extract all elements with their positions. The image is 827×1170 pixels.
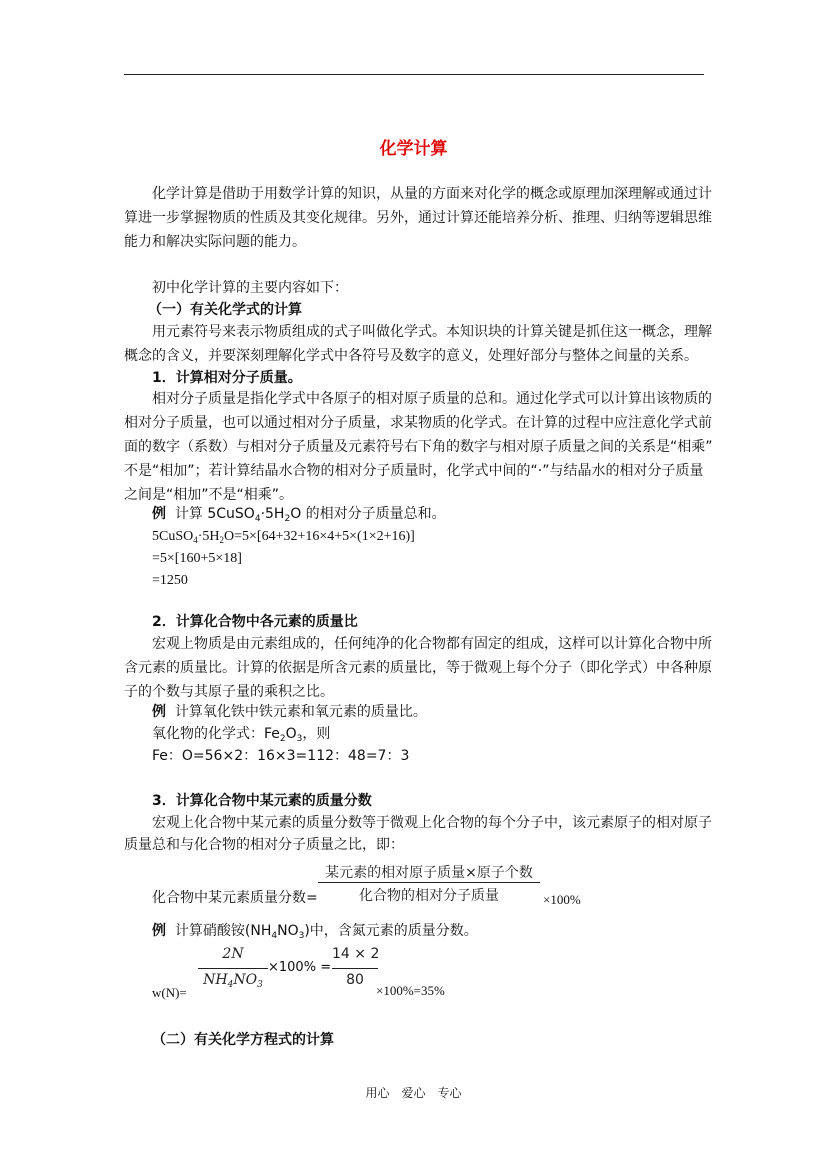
- nitrogen-fraction-denominator: $NH_4NO_3$: [203, 972, 263, 990]
- nitrogen-fraction: [198, 944, 268, 996]
- numeric-fraction: [332, 944, 378, 996]
- mass-fraction-fraction: [318, 860, 540, 906]
- sub1-para-line-5: 之间是“相加”不是“相乘”。: [124, 487, 294, 503]
- sub2-formula: 氧化物的化学式：$Fe_2O_3$，则: [152, 726, 331, 744]
- sub1-para-line-4: 不是“相加”；若计算结晶水合物的相对分子质量时，化学式中间的“·”与结晶水的相对分子质量: [124, 463, 704, 479]
- sub3-para-line-1: 宏观上化合物中某元素的质量分数等于微观上化合物的每个分子中，该元素原子的相对原子: [152, 815, 712, 831]
- sub3-example: 例 计算硝酸铵$(NH_4NO_3)$中，含氮元素的质量分数。: [152, 923, 478, 941]
- sub1-calc-2: =5×[160+5×18]: [152, 551, 242, 566]
- intro-line-1: 化学计算是借助于用数学计算的知识，从量的方面来对化学的概念或原理加深理解或通过计: [152, 186, 712, 202]
- sub1-para-line-2: 相对分子质量，也可以通过相对分子质量，求某物质的化学式。在计算的过程中应注意化学式前: [124, 415, 712, 431]
- section1-heading: （一）有关化学式的计算: [148, 302, 302, 318]
- sub2-para-line-2: 含元素的质量比。计算的依据是所含元素的质量比，等于微观上每个分子（即化学式）中各种原: [124, 660, 712, 676]
- sub1-example: 例 计算 $5CuSO_4\cdot 5H_2O$ 的相对分子质量总和。: [152, 506, 446, 524]
- example-label: 例: [152, 506, 166, 522]
- sub3-para-line-2: 质量总和与化合物的相对分子质量之比，即：: [124, 837, 404, 853]
- sub2-heading: 2．计算化合物中各元素的质量比: [152, 614, 358, 630]
- header-rule: [124, 74, 704, 75]
- intro-line-3: 能力和解决实际问题的能力。: [124, 234, 306, 250]
- fraction-numerator: 某元素的相对原子质量×原子个数: [325, 865, 533, 881]
- sub2-example: 例 计算氧化铁中铁元素和氧元素的质量比。: [152, 704, 427, 720]
- sub1-para-line-1: 相对分子质量是指化学式中各原子的相对原子质量的总和。通过化学式可以计算出该物质的: [152, 391, 712, 407]
- sub1-calc-3: =1250: [152, 573, 188, 588]
- mass-fraction-formula-label: 化合物中某元素质量分数=: [152, 890, 318, 906]
- example-label: 例: [152, 923, 166, 939]
- sub2-para-line-3: 子的个数与其原子量的乘积之比。: [124, 684, 334, 700]
- sub1-heading: 1．计算相对分子质量。: [152, 370, 302, 386]
- sub2-para-line-1: 宏观上物质是由元素组成的，任何纯净的化合物都有固定的组成，这样可以计算化合物中所: [152, 636, 712, 652]
- section1-para-line-1: 用元素符号来表示物质组成的式子叫做化学式。本知识块的计算关键是抓住这一概念，理解: [152, 324, 712, 340]
- nitrogen-fraction-numerator: 2N: [222, 946, 244, 962]
- section2-heading: （二）有关化学方程式的计算: [152, 1032, 334, 1048]
- numeric-fraction-denominator: 80: [346, 972, 364, 988]
- fraction-bar: [318, 882, 540, 883]
- main-content-intro: 初中化学计算的主要内容如下：: [152, 280, 348, 296]
- w-label: w(N)=: [152, 985, 187, 1000]
- sub3-heading: 3．计算化合物中某元素的质量分数: [152, 793, 372, 809]
- nitrogen-result: ×100%=35%: [376, 983, 445, 998]
- fraction-bar: [332, 968, 378, 969]
- mass-fraction-suffix: ×100%: [543, 892, 581, 907]
- page-title: 化学计算: [379, 139, 448, 159]
- numeric-fraction-numerator: 14 × 2: [332, 946, 380, 962]
- fraction-denominator: 化合物的相对分子质量: [359, 888, 499, 904]
- page-footer: 用心 爱心 专心: [365, 1086, 462, 1100]
- percent-equals: ×100% =: [268, 960, 332, 975]
- sub1-calc-1: $5CuSO_4\cdot 5H_2O=5\times[64+32+16\times 4+5\times(1\times 2+16)]$: [152, 529, 415, 545]
- fraction-bar: [198, 968, 268, 969]
- intro-line-2: 算进一步掌握物质的性质及其变化规律。另外，通过计算还能培养分析、推理、归纳等逻辑思维: [124, 210, 712, 226]
- sub2-ratio: Fe：O=56×2：16×3=112：48=7：3: [152, 748, 410, 764]
- section1-para-line-2: 概念的含义，并要深刻理解化学式中各符号及数字的意义，处理好部分与整体之间量的关系。: [124, 348, 698, 364]
- sub1-para-line-3: 面的数字（系数）与相对分子质量及元素符号右下角的数字与相对原子质量之间的关系是“相乘”: [124, 439, 713, 455]
- example-label: 例: [152, 704, 166, 720]
